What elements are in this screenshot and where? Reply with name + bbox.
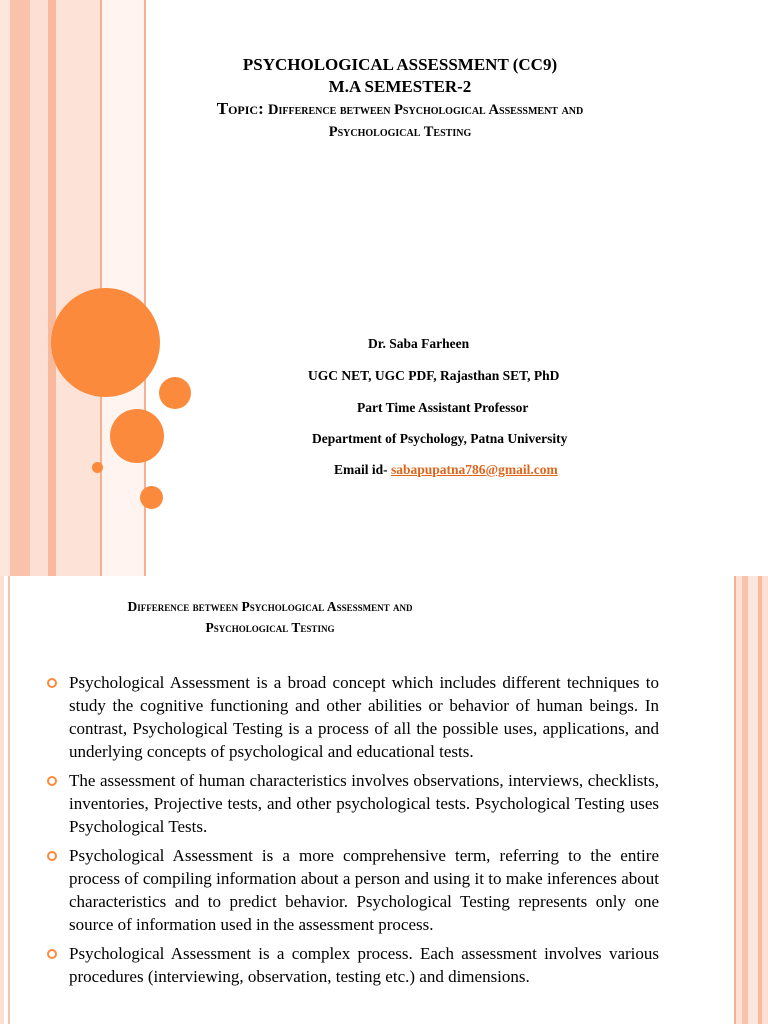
topic-text: Difference between Psychological Assessment and [268,102,584,118]
email-link[interactable]: sabapupatna786@gmail.com [391,462,558,477]
bullet-text: Psychological Assessment is a more comprehensive term, referring to the entire process of compiling information about a person and using it to make inferences about characteristics and to predict behavior. Psychological Testing represents only one source of information used in the assessment process. [69,846,659,934]
decor-strip [48,0,56,576]
bullet-item [45,942,659,988]
bullet-text: The assessment of human characteristics involves observations, interviews, checklists, inventories, Projective tests, and other psychological tests. Psychological Testing uses Psychological Tests. [69,771,659,836]
heading-line-1: Difference between Psychological Assessment and [127,599,413,614]
semester-title: M.A SEMESTER-2 [328,77,472,96]
bullet-circle-icon [47,949,57,959]
bullet-item [45,769,659,838]
topic-label: Topic: [216,99,268,118]
heading-line-2: Psychological Testing [205,620,335,635]
bullet-item [45,671,659,763]
decor-strip [762,576,768,1024]
course-title: PSYCHOLOGICAL ASSESSMENT (CC9) [242,55,558,74]
author-name: Dr. Saba Farheen [368,336,470,351]
qualifications: UGC NET, UGC PDF, Rajasthan SET, PhD [308,368,560,383]
author-info [290,0,620,576]
department: Department of Psychology, Patna University [312,431,568,446]
decor-strip [30,0,48,576]
slide-heading [60,596,480,638]
bullet-circle-icon [47,776,57,786]
decor-strip [10,0,30,576]
decor-strip [8,576,10,1024]
decor-circle [110,409,164,463]
topic-line-2: Psychological Testing [328,124,472,140]
decor-strip [0,576,4,1024]
bullet-circle-icon [47,851,57,861]
bullet-text: Psychological Assessment is a broad concept which includes different techniques to study the cognitive functioning and other abilities or behavior of human beings. In contrast, Psychological Testing is a process of all the possible uses, applications, and underlying concepts of psychological and educational tests. [69,673,659,761]
decor-circle-large [51,288,160,397]
decor-circle-tiny [92,462,103,473]
decor-circle [159,377,191,409]
bullet-list [45,671,659,994]
bullet-text: Psychological Assessment is a complex process. Each assessment involves various procedures (interviewing, observation, testing etc.) and dimensions. [69,944,659,986]
decor-circle [140,486,163,509]
email-line [334,462,558,478]
bullet-circle-icon [47,678,57,688]
email-label: Email id- [334,462,392,477]
position: Part Time Assistant Professor [357,400,529,415]
decor-strip [748,576,758,1024]
decor-strip [0,0,10,576]
bullet-item [45,844,659,936]
decor-strip [56,0,100,576]
content-slide [0,576,768,1024]
